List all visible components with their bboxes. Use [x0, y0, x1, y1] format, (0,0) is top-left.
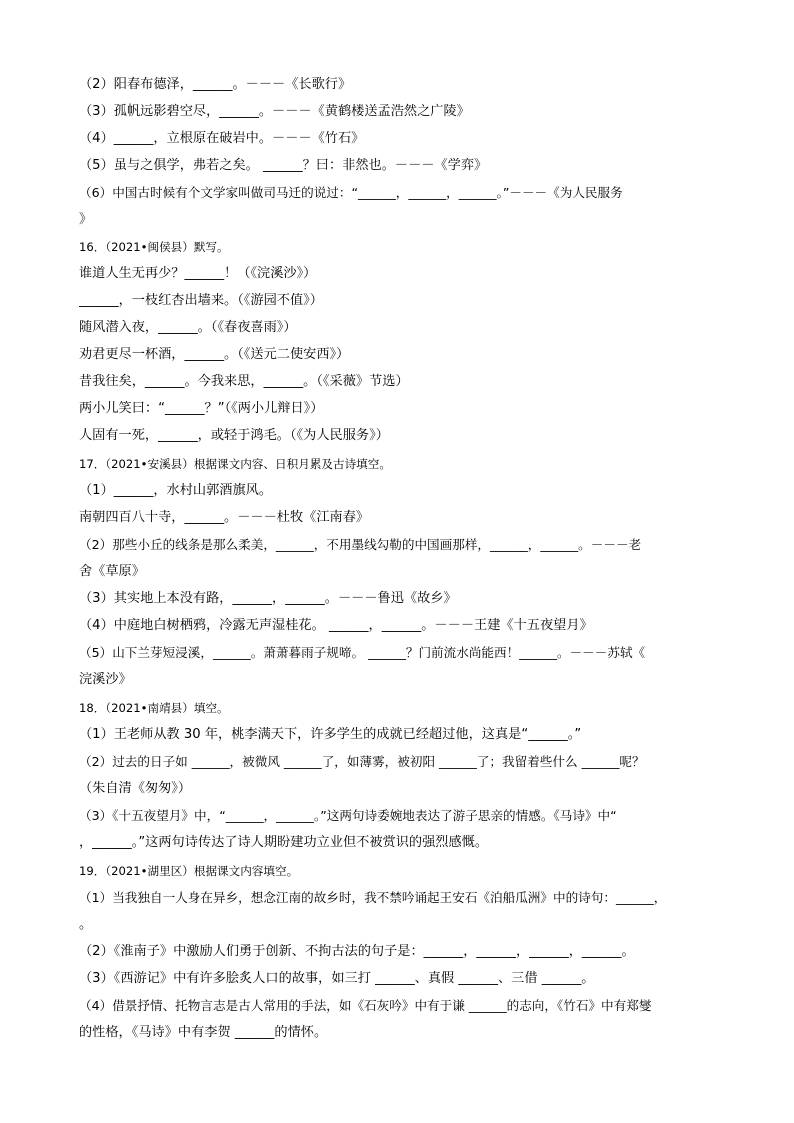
q19-item-1-cont: 。 — [79, 917, 93, 932]
q15-item-6: （6）中国古时候有个文学家叫做司马迁的说过：“______，______，______。”－－－《为人民服务 — [79, 185, 623, 200]
q15-item-4: （4）______，立根原在破岩中。－－－《竹石》 — [79, 131, 365, 146]
q15-item-6-cont: 》 — [79, 212, 93, 227]
q17-item-1-cont: 南朝四百八十寺，______。－－－杜牧《江南春》 — [79, 510, 370, 525]
q18-item-2: （2）过去的日子如 ______，被微风 ______了，如薄雾，被初阳 ______了；我留着些什么 ______呢？ — [79, 754, 645, 769]
question-17-heading: 17．（2021•安溪县）根据课文内容、日积月累及古诗填空。 — [79, 457, 391, 471]
q16-line-2: ______，一枝红杏出墙来。（《游园不值》） — [79, 293, 323, 308]
q17-item-4: （4）中庭地白树栖鸦，冷露无声湿桂花。 ______，______。－－－王建《十五夜望月》 — [79, 618, 593, 633]
q18-item-1: （1）王老师从教 30 年，桃李满天下，许多学生的成就已经超过他，这真是“______。” — [79, 727, 582, 742]
q15-item-3: （3）孤帆远影碧空尽，______。－－－《黄鹤楼送孟浩然之广陵》 — [79, 104, 470, 119]
q16-line-6: 两小儿笑曰：“______？”（《两小儿辩日》） — [79, 401, 324, 416]
question-16-heading: 16．（2021•闽侯县）默写。 — [79, 240, 229, 254]
q16-line-1: 谁道人生无再少？______！（《浣溪沙》） — [79, 266, 317, 281]
q16-line-4: 劝君更尽一杯酒，______。（《送元二使安西》） — [79, 347, 350, 362]
q19-item-2: （2）《淮南子》中激励人们勇于创新、不拘古法的句子是：______，______，______，______。 — [79, 944, 635, 959]
q15-item-2: （2）阳春布德泽，______。－－－《长歌行》 — [79, 77, 352, 92]
q17-item-3: （3）其实地上本没有路，______，______。－－－鲁迅《故乡》 — [79, 591, 457, 606]
q18-item-3: （3）《十五夜望月》中，“______，______。”这两句诗委婉地表达了游子思亲的情感。《马诗》中“ — [79, 808, 617, 823]
question-19-heading: 19．（2021•湖里区）根据课文内容填空。 — [79, 864, 299, 878]
q17-item-1: （1）______，水村山郭酒旗风。 — [79, 483, 273, 498]
q17-item-5-cont: 浣溪沙》 — [79, 672, 132, 687]
q15-item-5: （5）虽与之俱学，弗若之矣。 ______？曰：非然也。－－－《学弈》 — [79, 158, 488, 173]
q17-item-2: （2）那些小丘的线条是那么柔美，______，不用墨线勾勒的中国画那样，______，______。－－－老 — [79, 537, 642, 552]
q16-line-5: 昔我往矣，______。今我来思，______。（《采薇》节选） — [79, 374, 409, 389]
q17-item-5: （5）山下兰芽短浸溪，______。萧萧暮雨子规啼。 ______？门前流水尚能西！______。－－－苏轼《 — [79, 645, 646, 660]
q17-item-2-cont: 舍《草原》 — [79, 564, 145, 579]
q19-item-3: （3）《西游记》中有许多脍炙人口的故事，如三打 ______、真假 ______、三借 ______。 — [79, 971, 595, 986]
q19-item-4: （4）借景抒情、托物言志是古人常用的手法，如《石灰吟》中有于谦 ______的志向，《竹石》中有郑燮 — [79, 998, 652, 1013]
q18-item-2-cont: （朱自清《匆匆》） — [79, 781, 192, 796]
q19-item-1: （1）当我独自一人身在异乡，想念江南的故乡时，我不禁吟诵起王安石《泊船瓜洲》中的诗句：______， — [79, 890, 667, 905]
question-18-heading: 18．（2021•南靖县）填空。 — [79, 701, 229, 715]
q19-item-4-cont: 的性格，《马诗》中有李贺 ______的情怀。 — [79, 1025, 328, 1040]
q16-line-7: 人固有一死，______，或轻于鸿毛。（《为人民服务》） — [79, 428, 389, 443]
q16-line-3: 随风潜入夜，______。（《春夜喜雨》） — [79, 320, 297, 335]
q18-item-3-cont: ，______。”这两句诗传达了诗人期盼建功立业但不被赏识的强烈感慨。 — [79, 835, 489, 850]
